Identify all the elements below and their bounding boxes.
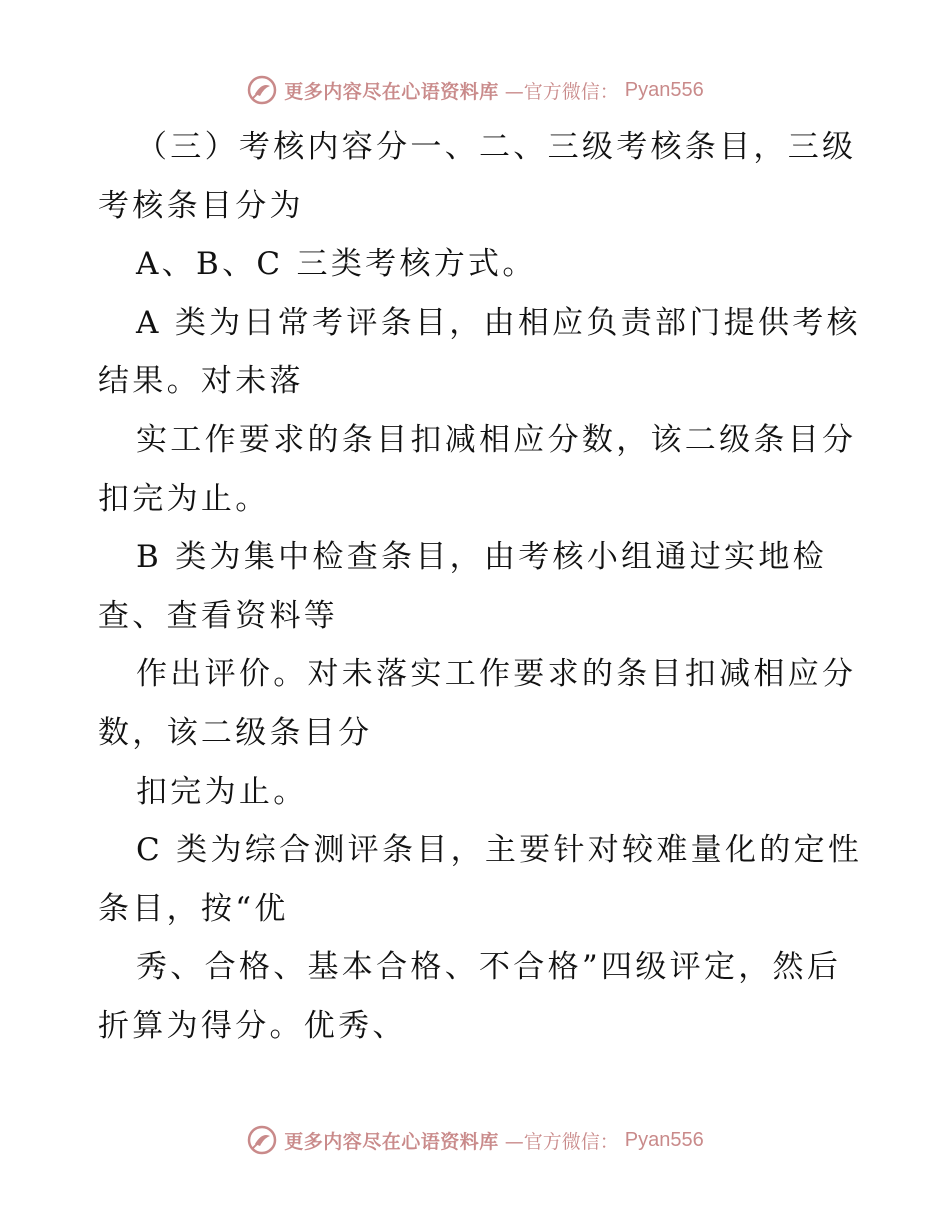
text-line: 实工作要求的条目扣减相应分数，该二级条目分	[136, 421, 857, 458]
banner-title: 更多内容尽在心语资料库	[284, 1130, 499, 1153]
text-line: 作出评价。对未落实工作要求的条目扣减相应分	[136, 656, 857, 693]
text-line: 查、查看资料等	[98, 597, 339, 634]
header-watermark	[0, 70, 950, 110]
text-line: 数，该二级条目分	[98, 714, 373, 751]
book-pen-logo-icon	[246, 1124, 278, 1156]
text-line: A 类为日常考评条目，由相应负责部门提供考核	[136, 304, 861, 341]
footer-watermark	[0, 1120, 950, 1160]
text-line: 结果。对未落	[98, 363, 304, 400]
text-line: 扣完为止。	[136, 773, 308, 810]
banner-separator: —官方微信：	[504, 80, 619, 103]
book-pen-logo-icon	[246, 74, 278, 106]
text-line: 条目，按“优	[98, 890, 289, 927]
text-line: 扣完为止。	[98, 480, 270, 517]
banner-wechat-id: Pyan556	[624, 1128, 704, 1151]
text-line: 秀、合格、基本合格、不合格”四级评定，然后	[136, 949, 842, 986]
banner-wechat-id: Pyan556	[624, 78, 704, 101]
document-body	[98, 118, 863, 1056]
text-line: B 类为集中检查条目，由考核小组通过实地检	[136, 539, 827, 576]
banner-title: 更多内容尽在心语资料库	[284, 80, 499, 103]
text-line: （三）考核内容分一、二、三级考核条目，三级	[136, 129, 857, 165]
text-line: A、B、C 三类考核方式。	[136, 246, 537, 283]
text-line: 折算为得分。优秀、	[98, 1007, 407, 1044]
text-line: C 类为综合测评条目，主要针对较难量化的定性	[136, 832, 863, 869]
banner-separator: —官方微信：	[504, 1130, 619, 1153]
text-line: 考核条目分为	[98, 187, 304, 224]
